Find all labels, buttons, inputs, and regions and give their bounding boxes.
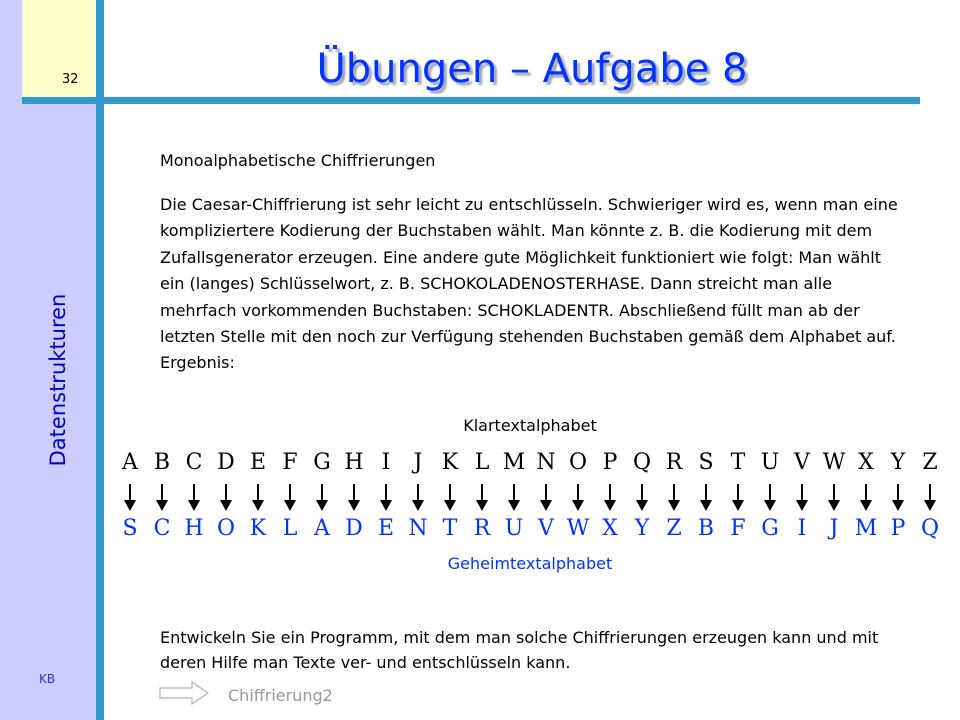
task-paragraph: Entwickeln Sie ein Programm, mit dem man solche Chiffrierungen erzeugen kann und mit deren Hilfe man Texte ver- und entschlüsseln kann. bbox=[160, 628, 879, 672]
plain-letter-0: A bbox=[122, 450, 138, 475]
body-paragraph: Die Caesar-Chiffrierung ist sehr leicht zu entschlüsseln. Schwieriger wird es, wenn man eine kompliziertere Kodierung der Buchstaben wählt. Man könnte z. B. die Kodierung mit dem Zufallsgenerator erzeugen. Eine andere gute Möglichkeit funktioniert wie folgt: Man wählt ein (langes) Schlüsselwort, z. B. SCHOKOLADENOSTERHASE. Dann streicht man alle mehrfach vorkommenden Buchstaben: SCHOKLADENTR. Abschließend füllt man ab der letzten Stelle mit den noch zur Verfügung stehenden Buchstaben gemäß dem Alphabet auf. Ergebnis: bbox=[160, 195, 898, 373]
arrow-down-icon bbox=[411, 484, 425, 512]
cipher-letter-14: W bbox=[566, 516, 590, 541]
plain-letter-1: B bbox=[153, 450, 171, 475]
arrow-down-icon bbox=[283, 484, 297, 512]
cipher-letter-24: P bbox=[890, 516, 906, 541]
page-number: 32 bbox=[62, 72, 79, 87]
cipher-letter-25: Q bbox=[920, 516, 940, 541]
mapping-arrows bbox=[118, 484, 944, 512]
plain-letter-7: H bbox=[344, 450, 364, 475]
cipher-letter-4: K bbox=[249, 516, 267, 541]
arrow-down-icon bbox=[763, 484, 777, 512]
cipher-letter-16: Y bbox=[634, 516, 650, 541]
arrow-down-icon bbox=[251, 484, 265, 512]
cipher-letter-15: X bbox=[602, 516, 618, 541]
cipher-letter-7: D bbox=[345, 516, 363, 541]
plain-letter-3: D bbox=[217, 450, 235, 475]
plain-letter-12: M bbox=[502, 450, 526, 475]
arrow-down-icon bbox=[219, 484, 233, 512]
horizontal-divider bbox=[22, 97, 920, 104]
plain-letter-2: C bbox=[185, 450, 203, 475]
arrow-down-icon bbox=[923, 484, 937, 512]
arrow-down-icon bbox=[123, 484, 137, 512]
cipher-letter-12: U bbox=[504, 516, 524, 541]
arrow-down-icon bbox=[827, 484, 841, 512]
plain-alphabet-label: Klartextalphabet bbox=[463, 416, 597, 435]
cipher-letter-21: I bbox=[797, 516, 807, 541]
cipher-letter-8: E bbox=[377, 516, 395, 541]
plain-letter-14: O bbox=[568, 450, 588, 475]
plain-letter-5: F bbox=[282, 450, 298, 475]
plain-letter-4: E bbox=[249, 450, 267, 475]
plain-letter-13: N bbox=[536, 450, 556, 475]
plain-letter-20: U bbox=[760, 450, 780, 475]
plain-letter-10: K bbox=[441, 450, 459, 475]
plain-letter-18: S bbox=[698, 450, 714, 475]
arrow-down-icon bbox=[475, 484, 489, 512]
plain-letter-9: J bbox=[413, 450, 423, 475]
arrow-down-icon bbox=[347, 484, 361, 512]
cipher-letter-22: J bbox=[829, 516, 839, 541]
plain-letter-6: G bbox=[313, 450, 331, 475]
arrow-down-icon bbox=[571, 484, 585, 512]
plain-letter-25: Z bbox=[922, 450, 938, 475]
arrow-down-icon bbox=[315, 484, 329, 512]
plain-letter-19: T bbox=[730, 450, 746, 475]
cipher-letter-19: F bbox=[730, 516, 746, 541]
cipher-letter-5: L bbox=[282, 516, 298, 541]
slide-title: Übungen – Aufgabe 8 bbox=[316, 46, 748, 92]
arrow-down-icon bbox=[539, 484, 553, 512]
plain-letter-17: R bbox=[665, 450, 683, 475]
arrow-down-icon bbox=[379, 484, 393, 512]
arrow-down-icon bbox=[667, 484, 681, 512]
arrow-down-icon bbox=[859, 484, 873, 512]
arrow-down-icon bbox=[635, 484, 649, 512]
program-link[interactable]: Chiffrierung2 bbox=[228, 686, 333, 705]
arrow-down-icon bbox=[187, 484, 201, 512]
footer-initials: KB bbox=[39, 672, 56, 686]
cipher-letter-23: M bbox=[854, 516, 878, 541]
cipher-letter-9: N bbox=[408, 516, 428, 541]
cipher-alphabet-label: Geheimtextalphabet bbox=[447, 554, 613, 573]
plain-letter-22: W bbox=[822, 450, 846, 475]
slide-subtitle: Monoalphabetische Chiffrierungen bbox=[160, 151, 436, 170]
arrow-down-icon bbox=[891, 484, 905, 512]
plain-alphabet-row bbox=[118, 450, 944, 480]
vertical-divider bbox=[96, 0, 104, 720]
plain-letter-8: I bbox=[381, 450, 391, 475]
cipher-letter-1: C bbox=[153, 516, 171, 541]
cipher-letter-11: R bbox=[473, 516, 491, 541]
arrow-down-icon bbox=[507, 484, 521, 512]
cipher-letter-3: O bbox=[216, 516, 236, 541]
cipher-letter-20: G bbox=[761, 516, 779, 541]
plain-letter-23: X bbox=[858, 450, 874, 475]
plain-letter-16: Q bbox=[632, 450, 652, 475]
cipher-letter-18: B bbox=[697, 516, 715, 541]
arrow-down-icon bbox=[699, 484, 713, 512]
arrow-down-icon bbox=[795, 484, 809, 512]
arrow-down-icon bbox=[155, 484, 169, 512]
arrow-down-icon bbox=[603, 484, 617, 512]
cipher-letter-13: V bbox=[538, 516, 554, 541]
cipher-letter-2: H bbox=[184, 516, 204, 541]
cipher-letter-10: T bbox=[442, 516, 458, 541]
cipher-letter-6: A bbox=[314, 516, 330, 541]
arrow-right-icon[interactable] bbox=[158, 680, 210, 706]
arrow-down-icon bbox=[731, 484, 745, 512]
plain-letter-15: P bbox=[602, 450, 618, 475]
arrow-down-icon bbox=[443, 484, 457, 512]
cipher-letter-0: S bbox=[122, 516, 138, 541]
cipher-alphabet-row bbox=[118, 516, 944, 546]
page-number-box bbox=[22, 0, 96, 97]
vertical-course-title: Datenstrukturen bbox=[46, 293, 70, 467]
plain-letter-24: Y bbox=[890, 450, 906, 475]
plain-letter-11: L bbox=[474, 450, 490, 475]
plain-letter-21: V bbox=[794, 450, 810, 475]
cipher-letter-17: Z bbox=[666, 516, 682, 541]
